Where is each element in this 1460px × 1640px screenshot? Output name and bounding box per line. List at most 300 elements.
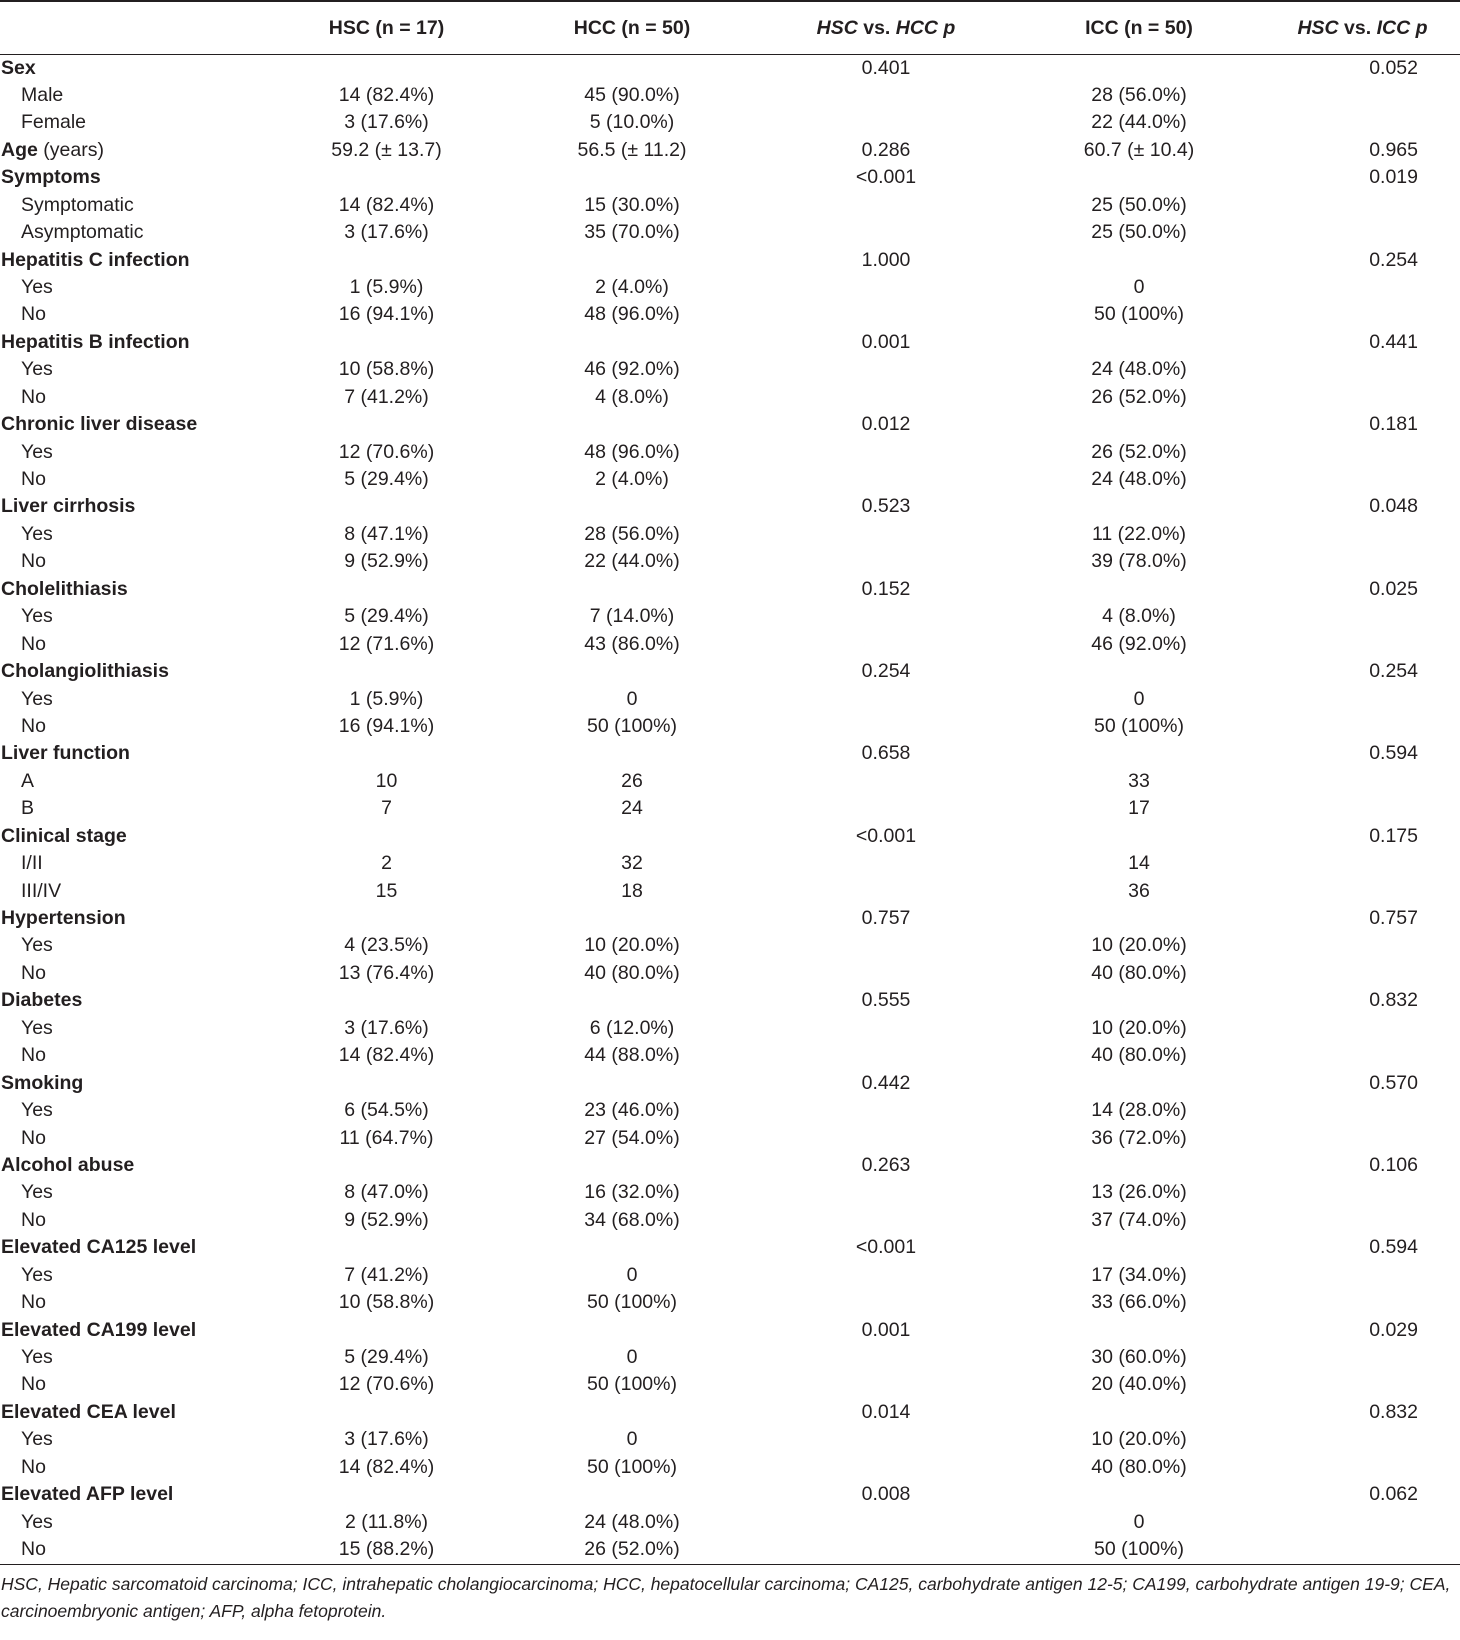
row-label xyxy=(0,1372,268,1399)
cell-hcc: 2 (4.0%) xyxy=(595,468,669,491)
header-p-hcc-suffix: HCC p xyxy=(895,16,956,39)
cell-icc: 50 (100%) xyxy=(1094,303,1184,326)
table-row xyxy=(0,356,1460,383)
cell-hcc: 27 (54.0%) xyxy=(584,1126,680,1149)
label-text: No xyxy=(21,714,46,737)
cell-icc xyxy=(1013,411,1265,438)
cell-hsc: 2 xyxy=(381,852,392,875)
row-label xyxy=(0,1042,268,1069)
table-header xyxy=(0,1,1460,55)
cell-p-hcc xyxy=(759,1289,1013,1316)
cell-p-hcc: 1.000 xyxy=(861,248,911,271)
cell-hsc: 1 (5.9%) xyxy=(349,275,424,298)
cell-p-hcc xyxy=(759,1372,1013,1399)
cell-p-hcc xyxy=(759,795,1013,822)
cell-p-icc: 0.254 xyxy=(1369,660,1418,683)
cell-p-hcc xyxy=(759,274,1013,301)
row-label xyxy=(0,356,268,383)
cell-icc xyxy=(1013,658,1265,685)
cell-hcc: 24 xyxy=(621,797,643,820)
cell-p-hcc xyxy=(759,301,1013,328)
row-label xyxy=(0,603,268,630)
cell-p-icc xyxy=(1265,466,1460,493)
cell-hcc xyxy=(505,905,759,932)
cell-p-icc xyxy=(1265,1509,1460,1536)
cell-hsc: 8 (47.1%) xyxy=(344,522,429,545)
cell-hcc: 2 (4.0%) xyxy=(595,275,669,298)
cell-hcc: 32 xyxy=(621,852,643,875)
cell-p-hcc: 0.523 xyxy=(861,495,911,518)
cell-p-hcc xyxy=(759,1454,1013,1481)
section-label xyxy=(0,494,268,521)
section-label xyxy=(0,576,268,603)
cell-icc: 26 (52.0%) xyxy=(1091,440,1187,463)
table-row xyxy=(0,1179,1460,1206)
table-row xyxy=(0,1042,1460,1069)
cell-hcc xyxy=(505,329,759,356)
section-row xyxy=(0,740,1460,767)
cell-p-icc: 0.052 xyxy=(1369,56,1418,79)
table-row xyxy=(0,850,1460,877)
table-row xyxy=(0,1509,1460,1536)
cell-hcc: 46 (92.0%) xyxy=(584,358,680,381)
label-text: Liver function xyxy=(1,742,130,765)
row-label xyxy=(0,933,268,960)
cell-p-icc xyxy=(1265,795,1460,822)
cell-p-icc: 0.441 xyxy=(1369,330,1418,353)
cell-hsc xyxy=(268,247,505,274)
cell-hcc: 56.5 (± 11.2) xyxy=(577,138,687,161)
cell-hcc: 44 (88.0%) xyxy=(584,1044,680,1067)
cell-p-icc: 0.062 xyxy=(1369,1483,1418,1506)
cell-icc: 20 (40.0%) xyxy=(1091,1373,1187,1396)
cell-p-icc xyxy=(1265,1042,1460,1069)
cell-p-hcc xyxy=(759,686,1013,713)
cell-hsc: 7 (41.2%) xyxy=(344,385,429,408)
label-text: Diabetes xyxy=(1,989,83,1012)
cell-icc: 37 (74.0%) xyxy=(1091,1208,1187,1231)
row-label xyxy=(0,1509,268,1536)
row-label xyxy=(0,109,268,136)
cell-p-icc xyxy=(1265,1179,1460,1206)
cell-p-hcc xyxy=(759,713,1013,740)
table-row xyxy=(0,274,1460,301)
cell-p-icc xyxy=(1265,1372,1460,1399)
cell-p-hcc: 0.014 xyxy=(861,1400,911,1423)
table-row xyxy=(0,82,1460,109)
cell-p-hcc: 0.001 xyxy=(861,330,911,353)
cell-p-hcc xyxy=(759,1262,1013,1289)
label-text: Yes xyxy=(21,1428,53,1451)
label-text: Yes xyxy=(21,1181,53,1204)
table-row xyxy=(0,439,1460,466)
cell-p-hcc xyxy=(759,1097,1013,1124)
label-text: Symptomatic xyxy=(21,193,134,216)
cell-p-icc xyxy=(1265,1344,1460,1371)
row-label xyxy=(0,795,268,822)
row-label xyxy=(0,713,268,740)
label-text: III/IV xyxy=(21,879,62,902)
cell-p-hcc xyxy=(759,768,1013,795)
cell-icc: 36 (72.0%) xyxy=(1091,1126,1187,1149)
label-text: Chronic liver disease xyxy=(1,413,198,436)
cell-p-icc xyxy=(1265,548,1460,575)
cell-icc: 10 (20.0%) xyxy=(1091,1016,1187,1039)
table-row xyxy=(0,548,1460,575)
section-label xyxy=(0,55,268,82)
label-text: B xyxy=(21,797,35,820)
cell-icc: 4 (8.0%) xyxy=(1102,605,1176,628)
cell-icc xyxy=(1013,247,1265,274)
cell-hsc: 5 (29.4%) xyxy=(344,1346,429,1369)
cell-hcc: 45 (90.0%) xyxy=(584,83,680,106)
section-row xyxy=(0,329,1460,356)
cell-hcc: 0 xyxy=(626,1346,638,1369)
cell-hcc xyxy=(505,1399,759,1426)
cell-p-icc xyxy=(1265,603,1460,630)
label-text: Elevated CEA level xyxy=(1,1400,176,1423)
row-label xyxy=(0,768,268,795)
cell-p-icc xyxy=(1265,439,1460,466)
label-text: No xyxy=(21,303,46,326)
row-label xyxy=(0,1426,268,1453)
section-row xyxy=(0,1481,1460,1508)
cell-p-icc xyxy=(1265,521,1460,548)
label-text: Yes xyxy=(21,275,53,298)
cell-hcc: 18 xyxy=(621,879,643,902)
cell-hcc xyxy=(505,55,759,82)
cell-p-icc xyxy=(1265,1015,1460,1042)
cell-p-icc xyxy=(1265,109,1460,136)
section-label xyxy=(0,905,268,932)
row-label xyxy=(0,1344,268,1371)
cell-hcc xyxy=(505,1070,759,1097)
cell-hcc: 28 (56.0%) xyxy=(584,522,680,545)
cell-icc xyxy=(1013,1399,1265,1426)
label-text: No xyxy=(21,1538,46,1561)
section-label xyxy=(0,1070,268,1097)
cell-p-hcc xyxy=(759,219,1013,246)
label-text: No xyxy=(21,632,46,655)
row-label xyxy=(0,301,268,328)
cell-hcc xyxy=(505,247,759,274)
cell-hsc: 4 (23.5%) xyxy=(344,934,429,957)
cell-p-hcc xyxy=(759,1344,1013,1371)
cell-icc: 30 (60.0%) xyxy=(1091,1346,1187,1369)
row-label xyxy=(0,192,268,219)
cell-p-hcc xyxy=(759,1015,1013,1042)
cell-hsc: 12 (70.6%) xyxy=(338,1373,435,1396)
row-label xyxy=(0,1125,268,1152)
header-p-hsc-vs-icc xyxy=(1265,1,1460,55)
row-label xyxy=(0,686,268,713)
cell-hsc: 1 (5.9%) xyxy=(349,687,424,710)
cell-icc: 39 (78.0%) xyxy=(1091,550,1187,573)
cell-p-icc xyxy=(1265,301,1460,328)
cell-hsc: 8 (47.0%) xyxy=(344,1181,429,1204)
cell-hcc xyxy=(505,494,759,521)
section-row xyxy=(0,576,1460,603)
section-label xyxy=(0,1481,268,1508)
cell-icc xyxy=(1013,494,1265,521)
cell-hsc xyxy=(268,329,505,356)
table-row xyxy=(0,1372,1460,1399)
section-label xyxy=(0,1399,268,1426)
cell-p-hcc: <0.001 xyxy=(855,824,917,847)
cell-hsc xyxy=(268,823,505,850)
cell-icc: 40 (80.0%) xyxy=(1091,961,1187,984)
cell-icc xyxy=(1013,1234,1265,1261)
cell-hsc: 14 (82.4%) xyxy=(338,193,435,216)
cell-p-hcc: 0.263 xyxy=(861,1153,911,1176)
cell-icc: 10 (20.0%) xyxy=(1091,934,1187,957)
section-row xyxy=(0,905,1460,932)
cell-hcc: 50 (100%) xyxy=(587,1291,677,1314)
cell-p-icc xyxy=(1265,933,1460,960)
cell-hcc: 35 (70.0%) xyxy=(584,221,680,244)
section-row xyxy=(0,1317,1460,1344)
cell-p-icc: 0.965 xyxy=(1369,138,1418,161)
label-text: No xyxy=(21,1044,46,1067)
cell-p-icc xyxy=(1265,356,1460,383)
cell-p-hcc xyxy=(759,548,1013,575)
cell-p-icc xyxy=(1265,1454,1460,1481)
section-row xyxy=(0,1234,1460,1261)
table-row xyxy=(0,713,1460,740)
label-text: Asymptomatic xyxy=(21,221,144,244)
cell-hcc: 7 (14.0%) xyxy=(589,605,675,628)
cell-hcc xyxy=(505,576,759,603)
cell-p-hcc xyxy=(759,933,1013,960)
cell-hcc xyxy=(505,823,759,850)
cell-p-hcc: 0.757 xyxy=(861,907,911,930)
cell-p-hcc xyxy=(759,521,1013,548)
cell-p-icc: 0.106 xyxy=(1369,1153,1418,1176)
row-label xyxy=(0,1262,268,1289)
cell-hsc: 3 (17.6%) xyxy=(344,111,429,134)
cell-hcc xyxy=(505,1481,759,1508)
cell-hcc: 15 (30.0%) xyxy=(584,193,680,216)
cell-p-hcc xyxy=(759,192,1013,219)
label-text: Elevated CA199 level xyxy=(1,1318,197,1341)
cell-hsc: 10 (58.8%) xyxy=(338,1291,435,1314)
cell-hsc: 12 (71.6%) xyxy=(338,632,435,655)
cell-icc: 25 (50.0%) xyxy=(1091,221,1187,244)
cell-p-hcc xyxy=(759,82,1013,109)
label-text: No xyxy=(21,1455,46,1478)
cell-hsc xyxy=(268,740,505,767)
section-row xyxy=(0,411,1460,438)
table-row xyxy=(0,109,1460,136)
cell-icc: 17 (34.0%) xyxy=(1091,1263,1187,1286)
cell-p-hcc xyxy=(759,960,1013,987)
cell-hcc: 50 (100%) xyxy=(587,1373,677,1396)
cell-p-hcc: 0.001 xyxy=(861,1318,911,1341)
cell-p-icc xyxy=(1265,274,1460,301)
table-row xyxy=(0,301,1460,328)
cell-icc xyxy=(1013,329,1265,356)
cell-icc: 24 (48.0%) xyxy=(1091,468,1187,491)
section-row xyxy=(0,987,1460,1014)
cell-p-icc xyxy=(1265,219,1460,246)
cell-p-hcc xyxy=(759,878,1013,905)
cell-p-hcc xyxy=(759,1179,1013,1206)
section-label xyxy=(0,137,268,164)
cell-icc: 33 (66.0%) xyxy=(1091,1291,1187,1314)
cell-p-hcc: 0.286 xyxy=(861,138,911,161)
label-text: Male xyxy=(21,83,64,106)
cell-icc xyxy=(1013,1481,1265,1508)
header-p-icc-suffix: ICC p xyxy=(1376,16,1428,39)
cell-hsc: 6 (54.5%) xyxy=(344,1099,429,1122)
cell-p-icc: 0.254 xyxy=(1369,248,1418,271)
cell-hcc: 16 (32.0%) xyxy=(584,1181,680,1204)
header-hsc: HSC (n = 17) xyxy=(268,1,505,55)
cell-hcc xyxy=(505,740,759,767)
cell-p-icc: 0.757 xyxy=(1369,907,1418,930)
table-row xyxy=(0,1426,1460,1453)
row-label xyxy=(0,521,268,548)
cell-hsc: 10 xyxy=(375,769,398,792)
cell-icc: 11 (22.0%) xyxy=(1092,522,1186,545)
section-row xyxy=(0,494,1460,521)
cell-p-hcc: 0.555 xyxy=(861,989,911,1012)
cell-hcc: 48 (96.0%) xyxy=(584,440,680,463)
cell-p-icc xyxy=(1265,713,1460,740)
cell-icc: 17 xyxy=(1128,797,1150,820)
header-p-hcc-prefix: HSC xyxy=(816,16,858,39)
cell-p-hcc xyxy=(759,356,1013,383)
cell-hcc: 22 (44.0%) xyxy=(584,550,680,573)
row-label xyxy=(0,960,268,987)
cell-hsc xyxy=(268,494,505,521)
cell-hcc: 4 (8.0%) xyxy=(595,385,669,408)
label-text: Yes xyxy=(21,1510,53,1533)
label-text: I/II xyxy=(21,852,43,875)
cell-hcc: 34 (68.0%) xyxy=(584,1208,680,1231)
section-row xyxy=(0,247,1460,274)
cell-hcc: 40 (80.0%) xyxy=(584,961,680,984)
cell-hsc: 3 (17.6%) xyxy=(344,221,429,244)
row-label xyxy=(0,548,268,575)
row-label xyxy=(0,631,268,658)
cell-hsc: 5 (29.4%) xyxy=(344,468,429,491)
cell-p-icc xyxy=(1265,1289,1460,1316)
table-row xyxy=(0,631,1460,658)
cell-hcc: 24 (48.0%) xyxy=(584,1510,680,1533)
section-label xyxy=(0,1152,268,1179)
header-p-hsc-vs-hcc xyxy=(759,1,1013,55)
label-text: Cholelithiasis xyxy=(1,577,128,600)
cell-hsc xyxy=(268,905,505,932)
cell-p-icc: 0.181 xyxy=(1369,413,1418,436)
cell-icc: 10 (20.0%) xyxy=(1091,1428,1187,1451)
cell-hsc xyxy=(268,658,505,685)
cell-hsc: 14 (82.4%) xyxy=(338,83,435,106)
cell-hsc xyxy=(268,1481,505,1508)
cell-hsc xyxy=(268,1317,505,1344)
cell-hcc: 6 (12.0%) xyxy=(589,1016,675,1039)
cell-hsc: 12 (70.6%) xyxy=(338,440,435,463)
cell-hcc xyxy=(505,411,759,438)
cell-hsc xyxy=(268,987,505,1014)
cell-icc: 14 xyxy=(1128,852,1150,875)
label-text: Yes xyxy=(21,605,53,628)
label-text: Hepatitis B infection xyxy=(1,330,190,353)
row-label xyxy=(0,466,268,493)
section-label xyxy=(0,164,268,191)
cell-p-icc xyxy=(1265,192,1460,219)
cell-hcc xyxy=(505,1234,759,1261)
cell-hsc: 3 (17.6%) xyxy=(344,1016,429,1039)
cell-hsc: 7 xyxy=(381,797,392,820)
cell-p-hcc: 0.401 xyxy=(861,56,911,79)
cell-p-hcc xyxy=(759,439,1013,466)
cell-p-hcc: <0.001 xyxy=(855,1236,917,1259)
cell-icc xyxy=(1013,987,1265,1014)
section-label xyxy=(0,740,268,767)
table-row xyxy=(0,1454,1460,1481)
cell-hcc: 26 (52.0%) xyxy=(584,1538,680,1561)
header-p-icc-middle: vs. xyxy=(1338,16,1377,39)
label-text: Age xyxy=(1,138,38,161)
section-label xyxy=(0,411,268,438)
header-variable xyxy=(0,1,268,55)
cell-hsc: 3 (17.6%) xyxy=(344,1428,429,1451)
label-text: Cholangiolithiasis xyxy=(1,660,169,683)
cell-hsc: 13 (76.4%) xyxy=(338,961,435,984)
cell-hsc xyxy=(268,576,505,603)
header-p-hcc-middle: vs. xyxy=(857,16,896,39)
cell-p-icc: 0.832 xyxy=(1369,989,1418,1012)
cell-hsc: 15 (88.2%) xyxy=(338,1538,435,1561)
cell-hsc: 59.2 (± 13.7) xyxy=(331,138,442,161)
section-label xyxy=(0,987,268,1014)
section-label xyxy=(0,823,268,850)
cell-icc: 40 (80.0%) xyxy=(1091,1044,1187,1067)
cell-p-hcc xyxy=(759,850,1013,877)
cell-hsc xyxy=(268,1234,505,1261)
table-row xyxy=(0,1262,1460,1289)
label-unit: (years) xyxy=(37,138,104,161)
label-text: Liver cirrhosis xyxy=(1,495,136,518)
cell-icc: 28 (56.0%) xyxy=(1091,83,1187,106)
cell-p-hcc: 0.254 xyxy=(861,660,911,683)
cell-icc: 46 (92.0%) xyxy=(1091,632,1187,655)
cell-hcc: 48 (96.0%) xyxy=(584,303,680,326)
label-text: No xyxy=(21,961,46,984)
row-label xyxy=(0,1179,268,1206)
table-row xyxy=(0,466,1460,493)
cell-hcc: 0 xyxy=(626,1263,638,1286)
cell-hsc: 9 (52.9%) xyxy=(344,1208,429,1231)
section-row xyxy=(0,1152,1460,1179)
cell-p-hcc xyxy=(759,603,1013,630)
table-row xyxy=(0,1344,1460,1371)
table-row xyxy=(0,384,1460,411)
label-text: Hepatitis C infection xyxy=(1,248,190,271)
cell-icc: 50 (100%) xyxy=(1094,714,1184,737)
cell-p-icc: 0.594 xyxy=(1369,742,1418,765)
cell-p-icc xyxy=(1265,1125,1460,1152)
cell-icc xyxy=(1013,576,1265,603)
cell-hsc: 16 (94.1%) xyxy=(338,714,435,737)
row-label xyxy=(0,1536,268,1563)
table-row xyxy=(0,933,1460,960)
row-label xyxy=(0,850,268,877)
cell-p-hcc xyxy=(759,109,1013,136)
cell-icc xyxy=(1013,905,1265,932)
